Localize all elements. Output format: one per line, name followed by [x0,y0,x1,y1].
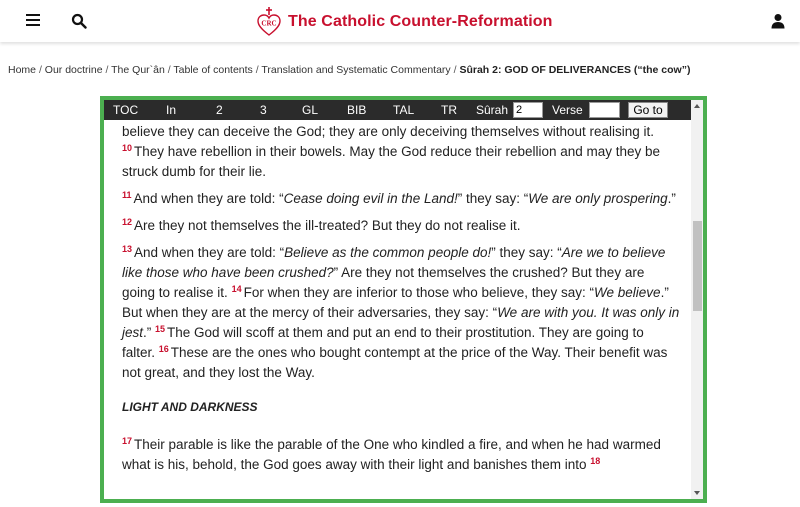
top-header [0,0,800,42]
breadcrumb-current: Sûrah 2: GOD OF DELIVERANCES (“the cow”) [459,64,691,76]
breadcrumb-translation-commentary[interactable]: Translation and Systematic Commentary [261,64,451,76]
user-account-icon[interactable] [770,13,786,29]
brand[interactable] [257,7,553,37]
verse-number: 18 [590,455,601,466]
scroll-down-arrow-icon[interactable] [694,491,700,495]
paragraph: $^{11}$ And when they are told: “Cease doing evil in the Land!” they say: “We are only prospering.” [122,189,676,206]
paragraph: $^{17}$ Their parable is like the parable of the One who kindled a fire, and when he had warmed what is his, behold, the God goes away with their light and banishes them into $^{18}$ [122,435,661,472]
breadcrumb-our-doctrine[interactable]: Our doctrine [44,64,103,76]
nav-2[interactable]: 2 [216,103,223,117]
site-title[interactable]: The Catholic Counter-Reformation [288,13,553,30]
breadcrumb-home[interactable]: Home [8,64,37,76]
nav-toc[interactable]: TOC [113,103,139,117]
go-to-button[interactable]: Go to [628,102,668,118]
verse-number: 10 [122,142,133,153]
breadcrumb-table-of-contents[interactable]: Table of contents [173,64,253,76]
paragraph: $^{13}$ And when they are told: “Believe as the common people do!” they say: “Are we to believe like those who have been crushed?” Are they not themselves the crushed? But they are going to realise it. $^{14}$ For when they are inferior to those who believe, they say: “We believe.” But when they are at the mercy of their adversaries, they say: “We are with you. It was only in jest.” $^{15}$ The God will scoff at them and put an end to their prostitution. They are going to falter. $^{16}$ These are the ones who bought contempt at the price of the Way. Their benefit was not great, and they lost the Way. [122,243,680,380]
hamburger-menu-icon[interactable] [26,14,40,26]
reader-frame [100,96,707,503]
section-heading: LIGHT AND DARKNESS [122,400,258,414]
nav-tr[interactable]: TR [441,103,457,117]
nav-3[interactable]: 3 [260,103,267,117]
nav-gl[interactable]: GL [302,103,319,117]
verse-number: 15 [155,323,166,334]
svg-text:CRC: CRC [261,19,277,28]
surah-label: Sûrah [476,103,509,117]
nav-in[interactable]: In [166,103,177,117]
paragraph: $^{12}$ Are they not themselves the ill-treated? But they do not realise it. [122,216,521,233]
reader-navbar [104,100,691,120]
search-icon[interactable] [71,13,87,29]
verse-number: 13 [122,243,133,254]
surah-text [122,122,680,482]
nav-bib[interactable]: BIB [347,103,367,117]
breadcrumb-quran[interactable]: The Qur`ân [111,64,165,76]
verse-number: 14 [231,283,242,294]
scrollbar-thumb[interactable] [693,221,702,311]
reader-scrollbar[interactable] [691,100,703,499]
verse-number: 11 [122,189,132,200]
verse-label: Verse [552,103,583,117]
breadcrumb: Home / Our doctrine / The Qur`ân / Table of contents / Translation and Systematic Commentary / Sûrah 2: GOD OF DELIVERANCES (“the cow”) [8,64,691,76]
verse-number: 16 [158,343,169,354]
nav-tal[interactable]: TAL [393,103,415,117]
verse-number: 12 [122,216,133,227]
scroll-up-arrow-icon[interactable] [694,104,700,108]
crc-logo-icon [257,7,281,37]
paragraph: believe they can deceive the God; they are only deceiving themselves without realising it. $^{10}$ They have rebellion in their bowels. May the God reduce their rebellion and may they be struck dumb for their lie. [122,124,661,179]
verse-number: 17 [122,435,133,446]
verse-input[interactable] [589,102,620,118]
surah-input[interactable] [513,102,543,118]
